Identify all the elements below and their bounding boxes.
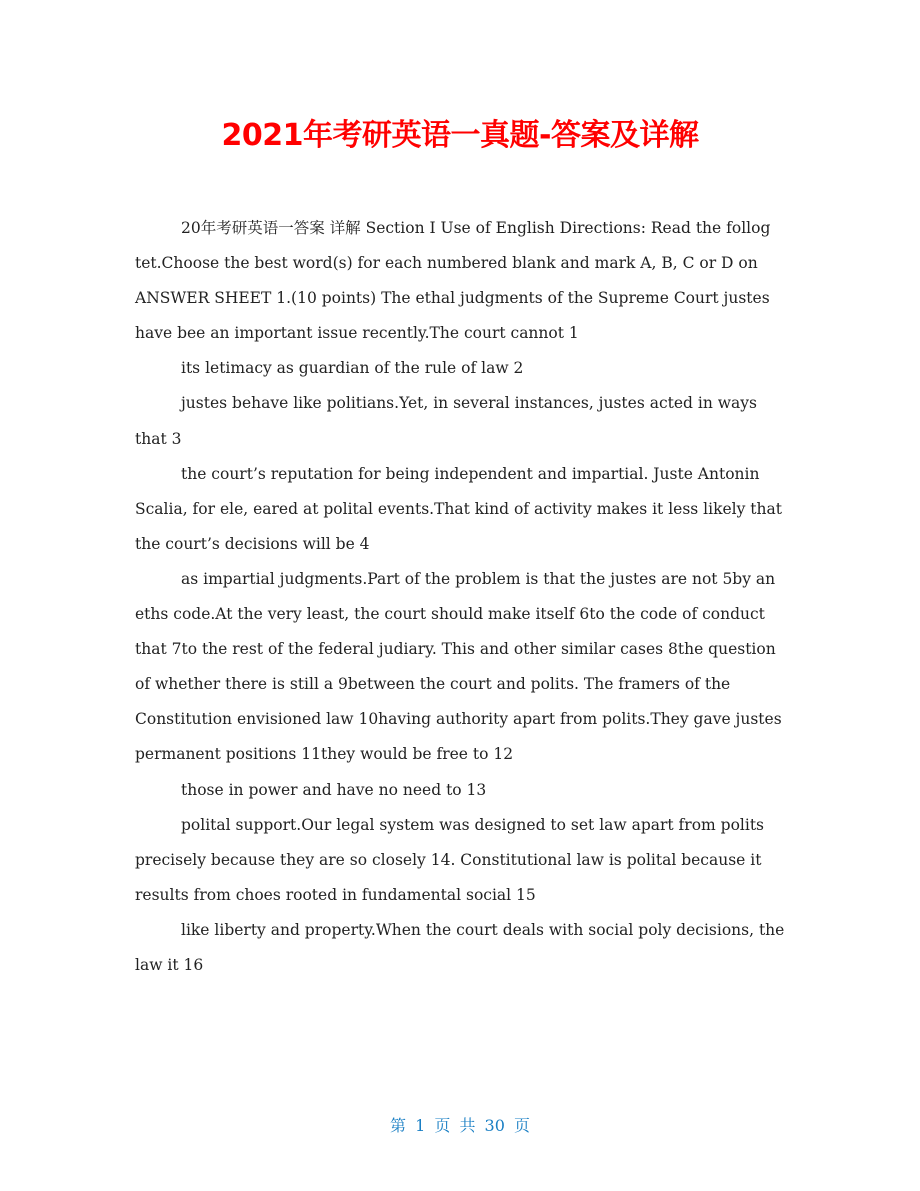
paragraph: those in power and have no need to 13: [181, 780, 487, 799]
document-body: [135, 211, 790, 983]
document-title: 2021年考研英语一真题-答案及详解: [221, 118, 699, 153]
paragraph: like liberty and property.When the court deals with social poly decisions, the law it 16: [135, 920, 785, 974]
paragraph: the court’s reputation for being independent and impartial. Juste Antonin Scalia, for ele, eared at polital events.That kind of activity makes it less likely that the court’s decisions will be 4: [135, 464, 782, 553]
paragraph: polital support.Our legal system was designed to set law apart from polits precisely because they are so closely 14. Constitutional law is polital because it results from choes rooted in fundamental social 15: [135, 815, 765, 904]
paragraph: 20年考研英语一答案 详解 Section I Use of English Directions: Read the follog tet.Choose the best word(s) for each numbered blank and mark A, B, C or D on ANSWER SHEET 1.(10 points) The ethal judgments of the Supreme Court justes have bee an important issue recently.The court cannot 1: [135, 219, 771, 343]
paragraph: justes behave like politians.Yet, in several instances, justes acted in ways that 3: [135, 394, 757, 448]
page-number-footer: 第 1 页 共 30 页: [390, 1116, 530, 1135]
paragraph: as impartial judgments.Part of the problem is that the justes are not 5by an eths code.At the very least, the court should make itself 6to the code of conduct that 7to the rest of the federal judiary. This and other similar cases 8the question of whether there is still a 9between the court and polits. The framers of the Constitution envisioned law 10having authority apart from polits.They gave justes permanent positions 11they would be free to 12: [135, 569, 782, 764]
paragraph: its letimacy as guardian of the rule of law 2: [181, 359, 524, 378]
